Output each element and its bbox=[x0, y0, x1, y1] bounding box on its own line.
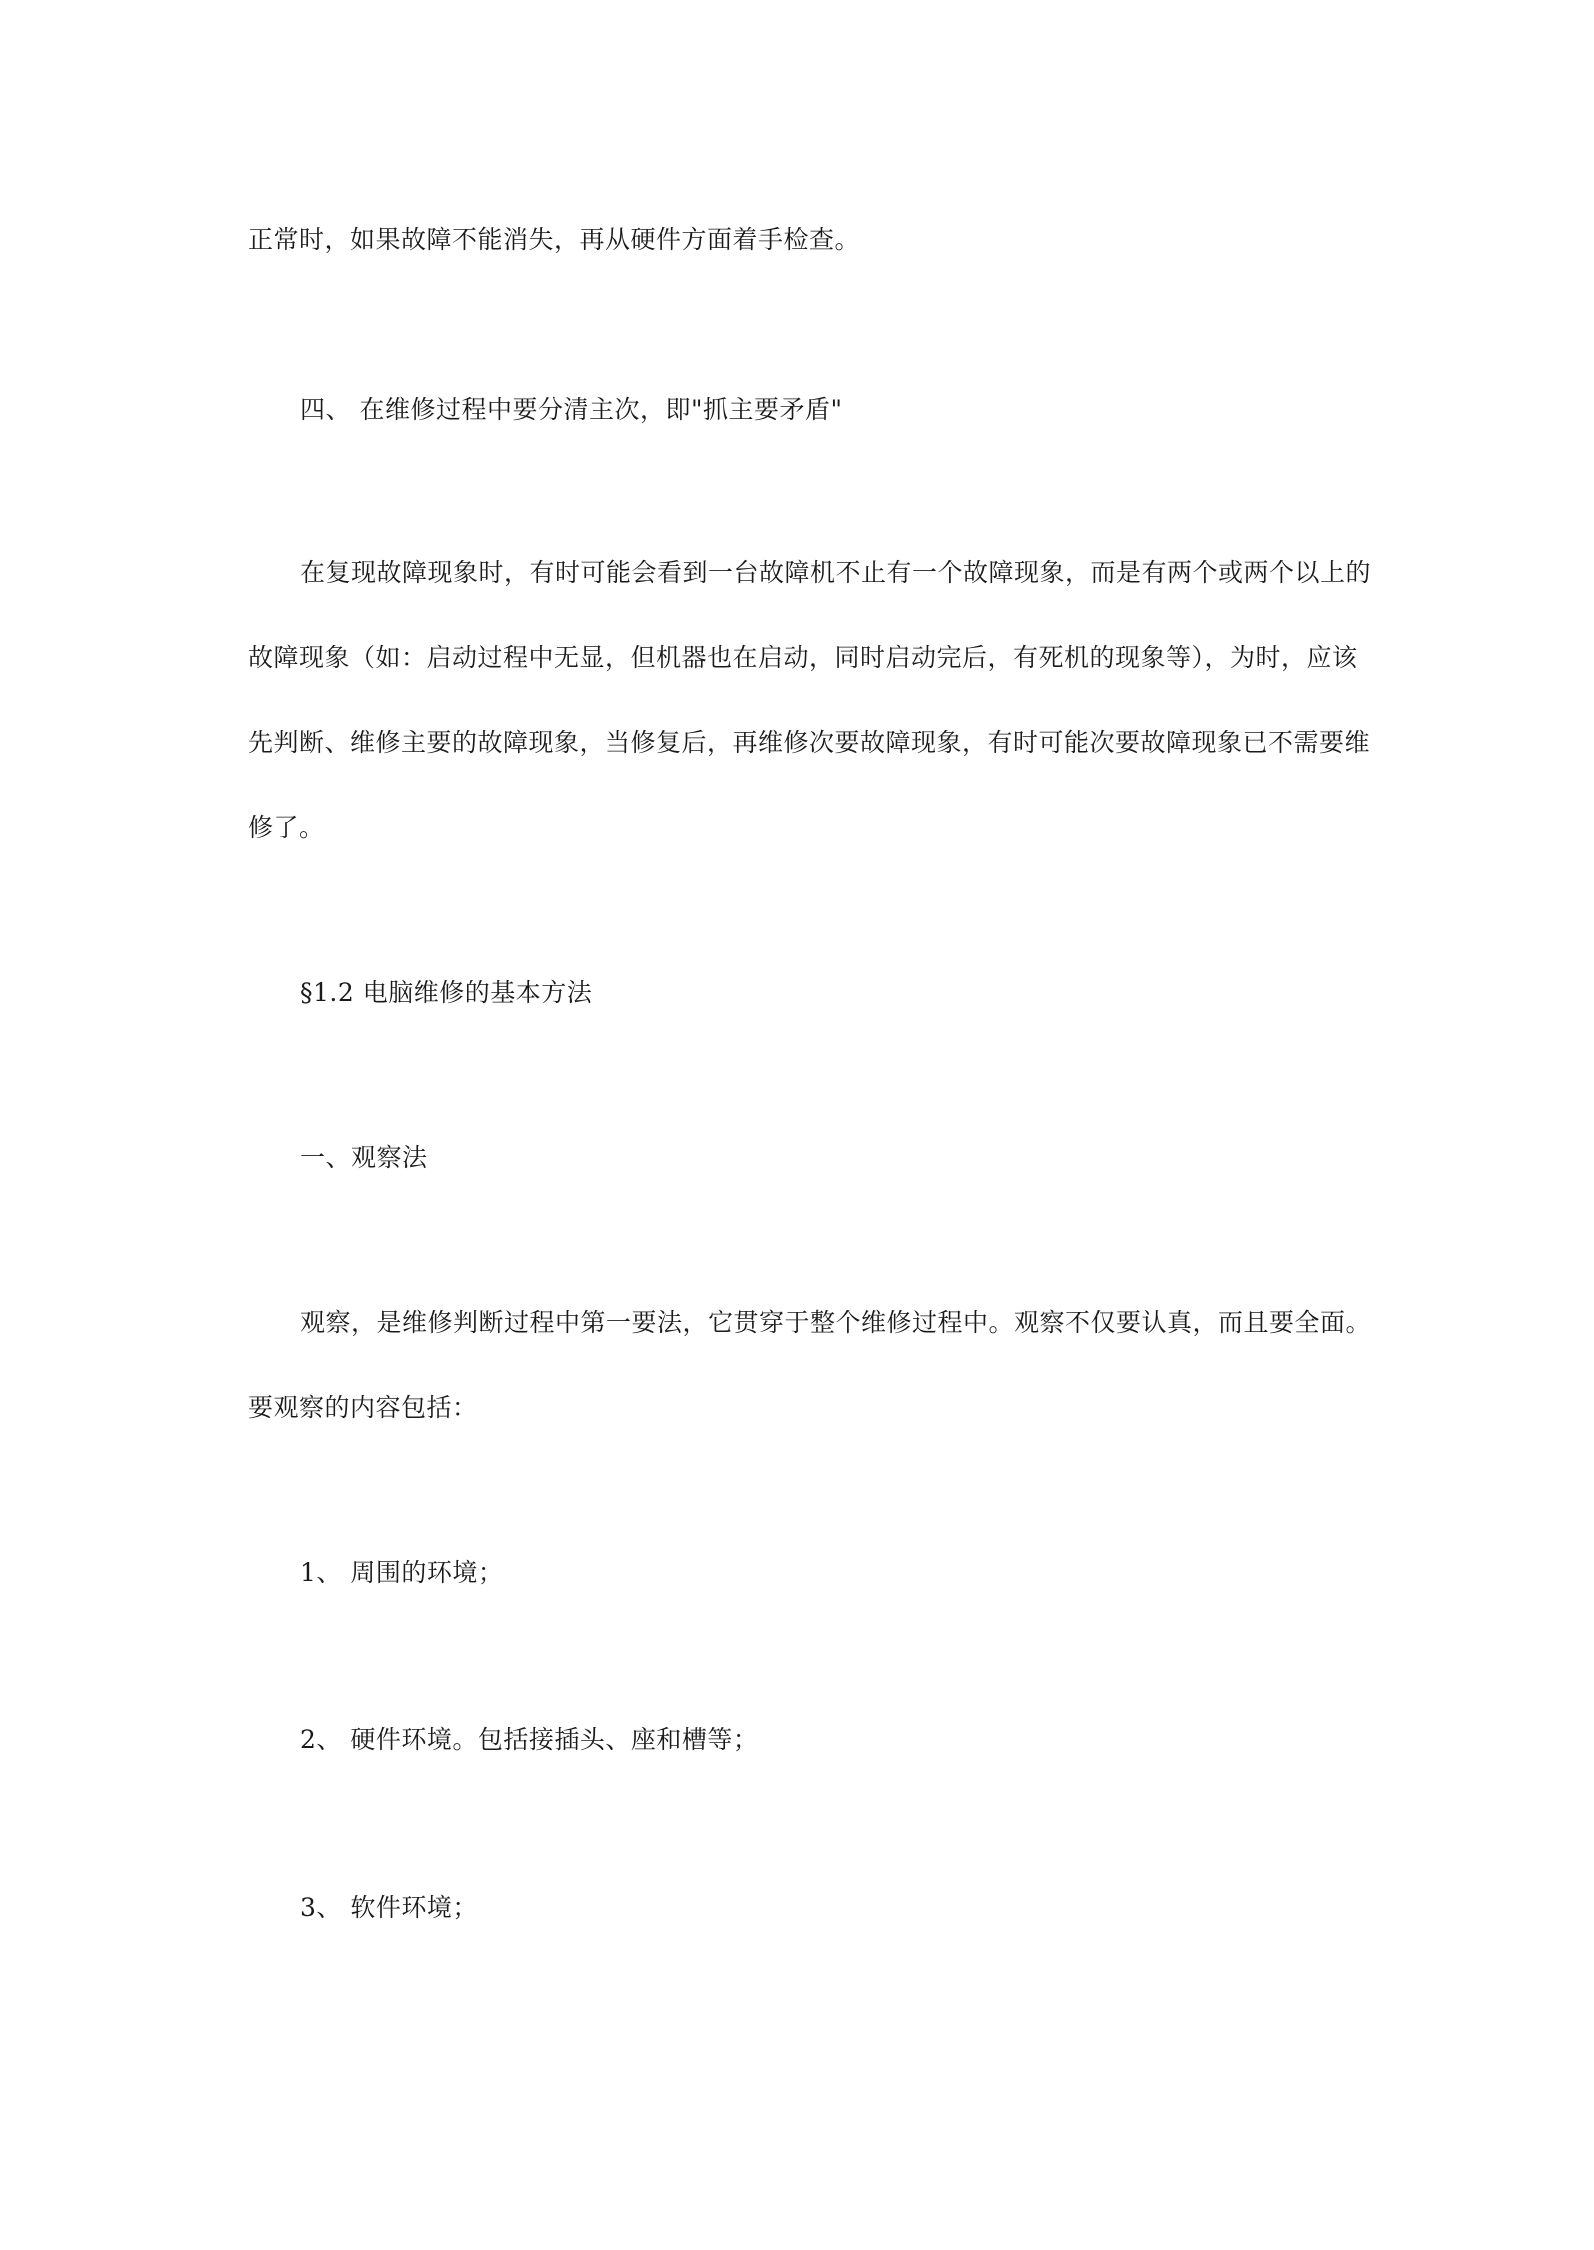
paragraph-line: 观察，是维修判断过程中第一要法，它贯穿于整个维修过程中。观察不仅要认真，而且要全面。 bbox=[300, 1308, 1372, 1337]
paragraph-line: 修了。 bbox=[248, 813, 325, 842]
paragraph-line: 在复现故障现象时，有时可能会看到一台故障机不止有一个故障现象，而是有两个或两个以上的 bbox=[300, 558, 1372, 587]
list-item: 1、 周围的环境； bbox=[300, 1558, 504, 1587]
section-heading: 四、 在维修过程中要分清主次，即"抓主要矛盾" bbox=[300, 395, 843, 424]
paragraph-line: 故障现象（如：启动过程中无显，但机器也在启动，同时启动完后，有死机的现象等），为时，应该 bbox=[248, 643, 1358, 672]
chapter-heading: §1.2 电脑维修的基本方法 bbox=[300, 978, 593, 1007]
paragraph-line: 先判断、维修主要的故障现象，当修复后，再维修次要故障现象，有时可能次要故障现象已不需要维 bbox=[248, 728, 1371, 757]
paragraph-line: 正常时，如果故障不能消失，再从硬件方面着手检查。 bbox=[248, 225, 861, 254]
list-item: 3、 软件环境； bbox=[300, 1893, 478, 1922]
paragraph-line: 要观察的内容包括： bbox=[248, 1393, 478, 1422]
list-item: 2、 硬件环境。包括接插头、座和槽等； bbox=[300, 1725, 759, 1754]
section-heading: 一、观察法 bbox=[300, 1143, 428, 1172]
